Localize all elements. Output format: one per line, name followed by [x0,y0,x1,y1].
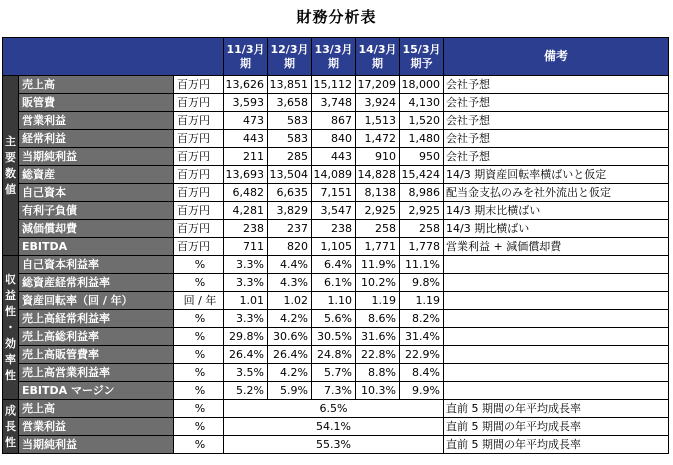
row-unit: 百万円 [174,76,224,94]
row-value: 3,658 [268,94,312,112]
row-unit: 百万円 [174,238,224,256]
row-unit: 百万円 [174,202,224,220]
table-row [3,418,669,436]
row-value: 7.3% [312,382,356,400]
row-unit: % [174,346,224,364]
row-value: 10.2% [356,274,400,292]
row-value: 473 [224,112,268,130]
table-row [3,220,669,238]
row-value: 29.8% [224,328,268,346]
row-value: 30.5% [312,328,356,346]
row-item: 売上高経常利益率 [19,310,174,328]
header-note: 備考 [444,38,669,76]
row-note [444,364,669,382]
row-item: 売上高 [19,76,174,94]
row-value: 8,138 [356,184,400,202]
row-value: 2,925 [400,202,444,220]
row-note: 14/3 期資産回転率横ばいと仮定 [444,166,669,184]
row-value: 31.6% [356,328,400,346]
section-label: 収 益 性 ・ 効 率 性 [3,256,19,400]
table-row [3,94,669,112]
row-value: 3.3% [224,256,268,274]
row-value: 10.3% [356,382,400,400]
header-period [400,38,444,76]
row-item: 自己資本 [19,184,174,202]
row-unit: % [174,274,224,292]
row-value: 258 [356,220,400,238]
table-row [3,148,669,166]
row-unit: % [174,436,224,454]
row-note: 会社予想 [444,94,669,112]
row-value: 8.4% [400,364,444,382]
row-value: 6,635 [268,184,312,202]
row-item: 当期純利益 [19,436,174,454]
table-row [3,274,669,292]
row-value: 15,112 [312,76,356,94]
row-unit: 百万円 [174,94,224,112]
row-item: 営業利益 [19,112,174,130]
row-value: 3.3% [224,274,268,292]
row-value: 840 [312,130,356,148]
table-row [3,436,669,454]
row-note: 14/3 期末比横ばい [444,202,669,220]
row-note [444,274,669,292]
row-note: 直前 5 期間の年平均成長率 [444,436,669,454]
row-item: 営業利益 [19,418,174,436]
row-value: 1,778 [400,238,444,256]
row-value: 1,105 [312,238,356,256]
row-item: 経常利益 [19,130,174,148]
row-item: 売上高総利益率 [19,328,174,346]
row-unit: % [174,418,224,436]
header-blank [3,38,224,76]
table-row [3,184,669,202]
row-value: 11.9% [356,256,400,274]
row-unit: % [174,400,224,418]
row-item: 総資産 [19,166,174,184]
row-value: 285 [268,148,312,166]
row-value: 13,504 [268,166,312,184]
header-period [224,38,268,76]
row-unit: % [174,382,224,400]
section-label: 成 長 性 [3,400,19,454]
row-item: 減価償却費 [19,220,174,238]
row-unit: % [174,310,224,328]
table-row [3,346,669,364]
row-value: 1.19 [400,292,444,310]
header-period-label: 13/3月 期 [314,42,353,70]
row-value: 13,693 [224,166,268,184]
row-note: 配当金支払のみを社外流出と仮定 [444,184,669,202]
row-value: 443 [224,130,268,148]
row-item: 資産回転率（回 / 年） [19,292,174,310]
table-row [3,202,669,220]
row-value: 3.3% [224,310,268,328]
row-value: 11.1% [400,256,444,274]
row-value: 4.2% [268,310,312,328]
table-row [3,166,669,184]
row-value: 3,829 [268,202,312,220]
row-value: 5.7% [312,364,356,382]
row-value: 211 [224,148,268,166]
row-value: 1.01 [224,292,268,310]
row-value: 22.9% [400,346,444,364]
table-row [3,364,669,382]
row-note: 会社予想 [444,130,669,148]
row-value: 1,520 [400,112,444,130]
row-value: 9.8% [400,274,444,292]
row-value: 1,513 [356,112,400,130]
row-value: 4.3% [268,274,312,292]
table-row [3,328,669,346]
row-note [444,346,669,364]
row-item: 売上高販管費率 [19,346,174,364]
row-item: 当期純利益 [19,148,174,166]
row-value: 17,209 [356,76,400,94]
row-value: 1,472 [356,130,400,148]
row-value: 6.4% [312,256,356,274]
row-value: 3,924 [356,94,400,112]
page-title: 財務分析表 [296,8,377,26]
header-period [356,38,400,76]
row-note [444,256,669,274]
row-note: 14/3 期比横ばい [444,220,669,238]
row-value: 583 [268,112,312,130]
row-value: 6.1% [312,274,356,292]
row-value: 30.6% [268,328,312,346]
section-label: 主 要 数 値 [3,76,19,256]
row-item: 有利子負債 [19,202,174,220]
row-value: 3,547 [312,202,356,220]
row-value: 4.2% [268,364,312,382]
row-value: 13,851 [268,76,312,94]
table-row [3,310,669,328]
row-value: 910 [356,148,400,166]
row-note [444,310,669,328]
row-value: 14,089 [312,166,356,184]
row-item: 売上高 [19,400,174,418]
row-value: 9.9% [400,382,444,400]
table-row [3,130,669,148]
row-value: 3,593 [224,94,268,112]
row-item: 売上高営業利益率 [19,364,174,382]
row-value: 8.8% [356,364,400,382]
row-value-merged: 55.3% [224,436,444,454]
row-value: 2,925 [356,202,400,220]
header-period-label: 12/3月 期 [270,42,309,70]
row-value: 443 [312,148,356,166]
row-value: 5.2% [224,382,268,400]
header-period-label: 11/3月 期 [226,42,265,70]
row-value: 583 [268,130,312,148]
row-value: 4.4% [268,256,312,274]
row-value: 1.10 [312,292,356,310]
financial-analysis-table [2,37,669,454]
row-value: 1,771 [356,238,400,256]
row-value: 5.9% [268,382,312,400]
row-value: 22.8% [356,346,400,364]
table-row [3,76,669,94]
row-value: 238 [224,220,268,238]
row-item: EBITDA [19,238,174,256]
row-note [444,382,669,400]
row-value: 26.4% [268,346,312,364]
row-value: 14,828 [356,166,400,184]
table-row [3,256,669,274]
row-value-merged: 6.5% [224,400,444,418]
row-unit: % [174,256,224,274]
row-note: 直前 5 期間の年平均成長率 [444,400,669,418]
row-value: 6,482 [224,184,268,202]
row-value: 4,130 [400,94,444,112]
row-value-merged: 54.1% [224,418,444,436]
row-unit: 百万円 [174,148,224,166]
row-note [444,328,669,346]
table-row [3,238,669,256]
row-note: 会社予想 [444,112,669,130]
header-period [312,38,356,76]
header-period-label: 14/3月 期 [358,42,397,70]
header-row [3,38,669,76]
row-value: 238 [312,220,356,238]
row-value: 258 [400,220,444,238]
row-value: 1.02 [268,292,312,310]
row-note: 直前 5 期間の年平均成長率 [444,418,669,436]
row-value: 1.19 [356,292,400,310]
row-value: 8.2% [400,310,444,328]
row-unit: 回 / 年 [174,292,224,310]
row-value: 13,626 [224,76,268,94]
row-unit: 百万円 [174,112,224,130]
row-note: 会社予想 [444,76,669,94]
row-item: 自己資本利益率 [19,256,174,274]
table-row [3,292,669,310]
row-value: 31.4% [400,328,444,346]
row-value: 24.8% [312,346,356,364]
row-value: 711 [224,238,268,256]
row-value: 950 [400,148,444,166]
row-value: 5.6% [312,310,356,328]
row-value: 26.4% [224,346,268,364]
row-unit: 百万円 [174,220,224,238]
row-value: 867 [312,112,356,130]
header-period [268,38,312,76]
row-unit: % [174,364,224,382]
header-period-label: 15/3月 期予 [402,42,441,70]
row-item: EBITDA マージン [19,382,174,400]
row-value: 7,151 [312,184,356,202]
row-value: 4,281 [224,202,268,220]
row-note [444,292,669,310]
row-item: 販管費 [19,94,174,112]
row-value: 3.5% [224,364,268,382]
table-row [3,382,669,400]
row-note: 営業利益 + 減価償却費 [444,238,669,256]
row-value: 18,000 [400,76,444,94]
row-value: 15,424 [400,166,444,184]
row-value: 8,986 [400,184,444,202]
row-value: 820 [268,238,312,256]
table-row [3,112,669,130]
row-unit: 百万円 [174,166,224,184]
row-item: 総資産経常利益率 [19,274,174,292]
row-value: 1,480 [400,130,444,148]
row-unit: 百万円 [174,130,224,148]
row-unit: % [174,328,224,346]
row-value: 8.6% [356,310,400,328]
row-value: 3,748 [312,94,356,112]
row-value: 237 [268,220,312,238]
table-row [3,400,669,418]
row-unit: 百万円 [174,184,224,202]
row-note: 会社予想 [444,148,669,166]
